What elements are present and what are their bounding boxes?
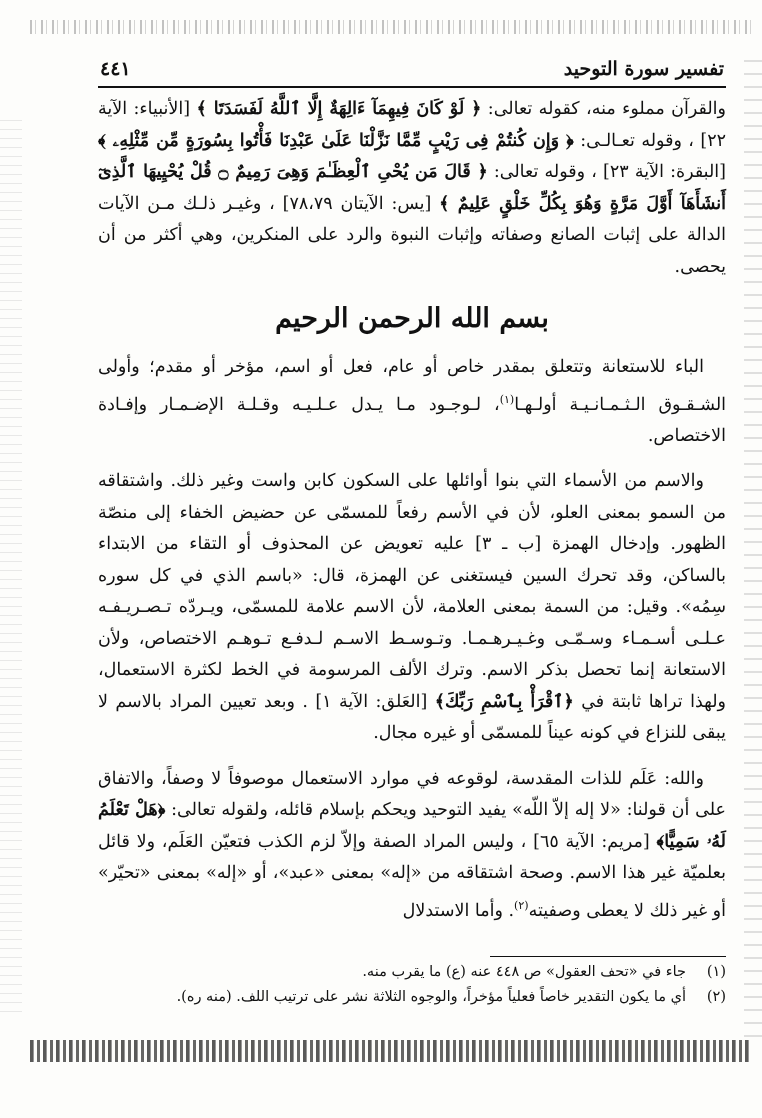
- quran-verse: ﴿هَلْ تَعْلَمُ لَهُۥ سَمِيًّا﴾: [98, 800, 726, 852]
- text-run: [البقرة: الآية ٢٣] ، وقوله تعالى:: [487, 162, 726, 182]
- footnote-number: (٢): [706, 989, 726, 1005]
- footnote-number: (١): [706, 964, 726, 980]
- text-run: . وأما الاستدلال: [402, 900, 515, 921]
- text-run: [يس: الآيتان ٧٨،٧٩] ، وغيـر ذلـك مـن الآيات الدالة على إثبات الصانع وصفاته وإثبات النبوة والرد على المنكرين، وهي أكثر من أن يحصى.: [98, 193, 726, 277]
- scan-noise-left: [0, 120, 22, 1020]
- footnote-separator: [490, 956, 726, 957]
- header-title: تفسير سورة التوحيد: [563, 58, 724, 80]
- text-run: والاسم من الأسماء التي بنوا أوائلها على السكون كابن واست وغير ذلك. واشتقاقه من السمو بمعنى العلو، لأن في الأسم رفعاً للمسمّى عن حضيض الخفاء إلى منصّة الظهور. وإدخال الهمزة [ب ـ ٣] عليه تعويض عن المحذوف أو التقاء من الابتداء بالساكن، وقد تحرك السين فيستغنى عن الهمزة، قال: «باسم الذي في كل سوره سِمُه». وقيل: من السمة بمعنى العلامة، لأن الاسم علامة للمسمّى، ويـردّه تـصـريـفـه عـلـى أسـمـاء وسـمّـى وغـيـرهـمـا. وتـوسـط الاسـم لـدفـع تـوهـم الاختصاص، ولأن الاستعانة إنما تحصل بذكر الاسم. وترك الألف المرسومة في الخط لكثرة الاستعمال، ولهذا تراها ثابتة في: [98, 471, 726, 712]
- text-run: والله: عَلَم للذات المقدسة، لوقوعه في موارد الاستعمال موصوفاً لا وصفاً، والاتفاق على أن قولنا: «لا إله إلاّ اللّه» يفيد التوحيد ويحكم بإسلام قائله، ولقوله تعالى:: [98, 768, 726, 821]
- quran-verse: ﴿ وَإِن كُنتُمْ فِى رَيْبٍ مِّمَّا نَزَّلْنَا عَلَىٰ عَبْدِنَا فَأْتُوا بِسُورَةٍ مِّن مِّثْلِهِۦ ﴾: [98, 130, 574, 151]
- text-run: الباء للاستعانة وتتعلق بمقدر خاص أو عام، فعل أو اسم، مؤخر أو مقدم؛ وأولى الشـقـوق الـثـمـانـيـة أولـهـا: [98, 357, 727, 415]
- paragraph-allah: [98, 764, 726, 927]
- scan-noise-right: [744, 60, 762, 1040]
- quran-verse: ﴿ قَالَ مَن يُحْىِ ٱلْعِظَـٰمَ وَهِىَ رَمِيمٌ ۝ قُلْ يُحْيِيهَا ٱلَّذِىٓ أَنشَأَهَآ أَوَّلَ مَرَّةٍ وَهُوَ بِكُلِّ خَلْقٍ عَلِيمٌ ﴾: [98, 162, 726, 214]
- quran-verse: ﴿ٱقْرَأْ بِٱسْمِ رَبِّكَ﴾: [434, 691, 574, 712]
- footnote-text: جاء في «تحف العقول» ص ٤٤٨ عنه (ع) ما يقرب منه.: [362, 964, 686, 980]
- basmala-heading: بسم الله الرحمن الرحيم: [275, 303, 549, 334]
- page-body: [98, 58, 727, 1005]
- footnote: [98, 985, 726, 1010]
- footnote-ref[interactable]: (٢): [514, 898, 529, 912]
- text-run: ، لـوجـود مـا يـدل عـلـيـه وقـلـة الإضـمـار وإفـادة الاختصاص.: [98, 394, 726, 446]
- paragraph-ism: [98, 466, 726, 750]
- page-number: ٤٤١: [100, 58, 131, 80]
- scan-noise-bottom: [30, 1040, 750, 1062]
- footnote-ref[interactable]: (١): [499, 392, 515, 406]
- text-run: والقرآن مملوء منه، كقوله تعالى:: [481, 99, 726, 119]
- text-run: [مريم: الآية ٦٥] ، وليس المراد الصفة وإلاّ لزم الكذب فتعيّن العَلَم، ولا قائل بعلميّة غير هذا الاسم. وصحة اشتقاقه من «إله» بمعنى «عبد»، أو «إله» بمعنى «تحيّر» أو غير ذلك لا يعطى وصفيته: [98, 831, 726, 921]
- paragraph-quran-examples: [98, 94, 726, 283]
- text-run: [العَلق: الآية ١] . وبعد تعيين المراد بالاسم لا يبقى للنزاع في كونه عيناً للمسمّى أو غيره مجال.: [98, 691, 726, 744]
- footnotes: [98, 960, 726, 1010]
- text-run: [الأنبياء: الآية ٢٢] ، وقوله تعـالـى:: [98, 99, 726, 151]
- quran-verse: ﴿ لَوْ كَانَ فِيهِمَآ ءَالِهَةٌ إِلَّا ٱللَّهُ لَفَسَدَتَا ﴾: [196, 99, 482, 119]
- scan-noise-top: [30, 20, 752, 34]
- footnote: [98, 960, 726, 985]
- footnote-text: أي ما يكون التقدير خاصاً فعلياً مؤخراً، والوجوه الثلاثة نشر على ترتيب اللف. (منه ره).: [176, 989, 686, 1005]
- running-header: [98, 58, 726, 88]
- paragraph-ba: [98, 352, 726, 452]
